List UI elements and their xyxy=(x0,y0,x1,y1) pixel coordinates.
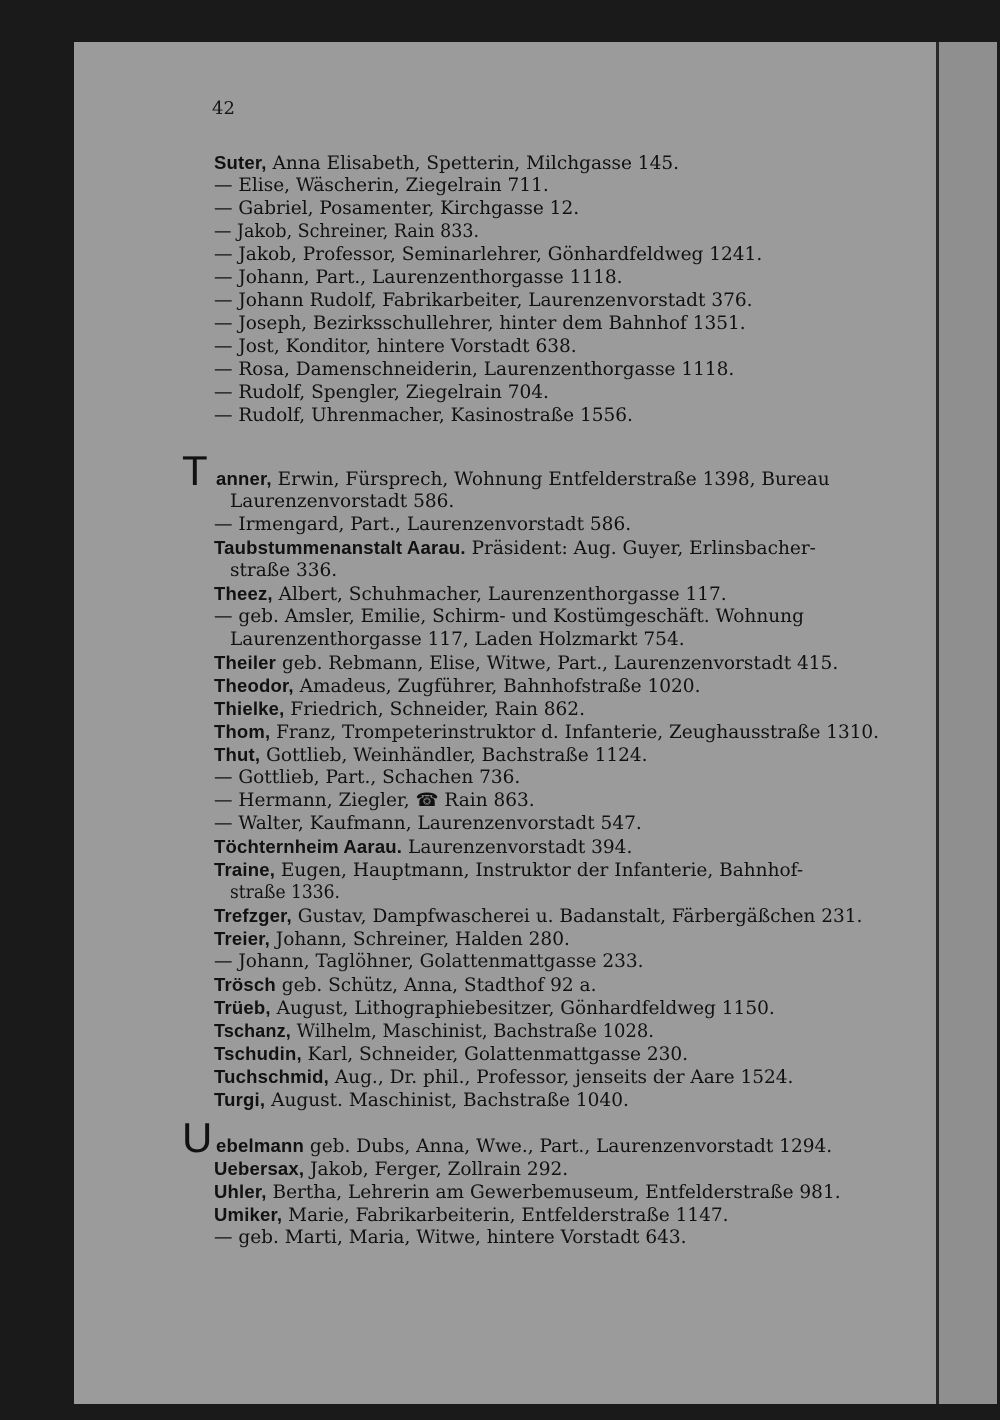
entry-details: Johann, Schreiner, Halden 280. xyxy=(269,929,570,950)
entry-name: Theez, xyxy=(214,583,273,604)
entry-name: Thom, xyxy=(214,721,271,742)
entry-details: — Gabriel, Posamenter, Kirchgasse 12. xyxy=(214,198,580,219)
entry-details: Gustav, Dampfwascherei u. Badanstalt, Färbergäßchen 231. xyxy=(291,906,863,927)
line-text xyxy=(230,491,454,512)
line-text xyxy=(214,405,633,426)
entry-details: Jakob, Ferger, Zollrain 292. xyxy=(304,1159,569,1180)
entry-details: Friedrich, Schneider, Rain 862. xyxy=(284,699,585,720)
entry-details: August, Lithographiebesitzer, Gönhardfeldweg 1150. xyxy=(270,998,775,1019)
entry-details: geb. Schütz, Anna, Stadthof 92 a. xyxy=(275,975,597,996)
entry-name: Uebersax, xyxy=(214,1158,305,1179)
directory-line xyxy=(214,698,585,721)
entry-name: ebelmann xyxy=(216,1135,304,1156)
entry-details: Anna Elisabeth, Spetterin, Milchgasse 145. xyxy=(266,153,680,174)
line-text xyxy=(216,1136,832,1157)
directory-line xyxy=(214,336,577,358)
entry-name: Turgi, xyxy=(214,1089,266,1110)
line-text xyxy=(214,676,700,697)
line-text xyxy=(214,584,727,605)
entry-details: — Hermann, Ziegler, ☎ Rain 863. xyxy=(214,790,535,811)
entry-details: Erwin, Fürsprech, Wohnung Entfelderstraße 1398, Bureau xyxy=(271,469,830,490)
line-text xyxy=(214,790,535,811)
entry-details: Amadeus, Zugführer, Bahnhofstraße 1020. xyxy=(293,676,701,697)
line-text xyxy=(214,1227,687,1248)
directory-line xyxy=(230,560,337,582)
directory-line xyxy=(230,882,340,904)
directory-line xyxy=(214,836,632,859)
entry-details: — Elise, Wäscherin, Ziegelrain 711. xyxy=(214,175,549,196)
directory-line xyxy=(214,267,623,289)
entry-details: — Johann, Taglöhner, Golattenmattgasse 233. xyxy=(214,951,644,972)
directory-line xyxy=(214,606,804,628)
directory-line xyxy=(214,583,727,606)
directory-line xyxy=(214,514,631,536)
drop-initial: U xyxy=(182,1114,213,1161)
entry-name: Umiker, xyxy=(214,1204,283,1225)
directory-line xyxy=(214,997,775,1020)
entry-name: Theiler xyxy=(214,652,277,673)
entry-details: — Jakob, Schreiner, Rain 833. xyxy=(214,221,479,242)
line-text xyxy=(214,813,642,834)
entry-details: — Johann, Part., Laurenzenthorgasse 1118. xyxy=(214,267,623,288)
directory-line xyxy=(214,652,838,675)
entry-name: Töchternheim Aarau. xyxy=(214,836,403,857)
line-text xyxy=(214,1182,841,1203)
line-text xyxy=(214,906,862,927)
directory-line xyxy=(214,537,816,560)
line-text xyxy=(214,745,648,766)
directory-line xyxy=(214,1204,729,1227)
line-text xyxy=(214,1021,654,1042)
entry-details: August. Maschinist, Bachstraße 1040. xyxy=(265,1090,629,1111)
entry-name: Taubstummenanstalt Aarau. xyxy=(214,537,466,558)
entry-details: Bertha, Lehrerin am Gewerbemuseum, Entfelderstraße 981. xyxy=(266,1182,841,1203)
entry-name: Treier, xyxy=(214,928,270,949)
entry-details: Eugen, Hauptmann, Instruktor der Infanterie, Bahnhof- xyxy=(275,860,804,881)
line-text xyxy=(214,1044,688,1065)
directory-line xyxy=(182,1114,833,1161)
entry-name: Trüeb, xyxy=(214,997,271,1018)
directory-line xyxy=(214,382,549,404)
line-text xyxy=(214,221,479,242)
directory-line xyxy=(214,1227,687,1249)
entry-details: — Jakob, Professor, Seminarlehrer, Gönhardfeldweg 1241. xyxy=(214,244,763,265)
entry-details: — Rosa, Damenschneiderin, Laurenzenthorgasse 1118. xyxy=(214,359,735,380)
directory-line xyxy=(214,359,734,381)
entry-details: Präsident: Aug. Guyer, Erlinsbacher- xyxy=(465,538,816,559)
next-page-edge xyxy=(936,42,997,1404)
line-text xyxy=(214,837,632,858)
line-text xyxy=(214,860,803,881)
directory-line xyxy=(214,152,679,175)
entry-details: — Johann Rudolf, Fabrikarbeiter, Laurenzenvorstadt 376. xyxy=(214,290,753,311)
drop-initial: T xyxy=(182,447,208,494)
directory-line xyxy=(214,859,803,882)
directory-line xyxy=(214,790,535,812)
directory-line xyxy=(214,767,520,789)
entry-details: — Walter, Kaufmann, Laurenzenvorstadt 547. xyxy=(214,813,642,834)
entry-details: — Gottlieb, Part., Schachen 736. xyxy=(214,767,521,788)
directory-line xyxy=(214,313,746,335)
directory-line xyxy=(214,675,700,698)
entry-name: Thut, xyxy=(214,744,261,765)
line-text xyxy=(216,469,830,490)
line-text xyxy=(214,290,753,311)
directory-line xyxy=(214,721,879,744)
directory-line xyxy=(214,1043,688,1066)
entry-name: Thielke, xyxy=(214,698,285,719)
line-text xyxy=(214,382,549,403)
line-text xyxy=(214,998,775,1019)
entry-details: Gottlieb, Weinhändler, Bachstraße 1124. xyxy=(260,745,648,766)
entry-details: geb. Rebmann, Elise, Witwe, Part., Laurenzenvorstadt 415. xyxy=(276,653,839,674)
directory-line xyxy=(214,175,549,197)
directory-line xyxy=(230,629,685,651)
line-text xyxy=(214,1159,568,1180)
line-text xyxy=(214,1067,793,1088)
entry-details: Laurenzenvorstadt 586. xyxy=(230,491,455,512)
entry-name: Trefzger, xyxy=(214,905,292,926)
entry-details: — Rudolf, Uhrenmacher, Kasinostraße 1556. xyxy=(214,405,633,426)
entry-details: straße 336. xyxy=(230,560,338,581)
line-text xyxy=(214,767,520,788)
directory-line xyxy=(182,447,830,494)
entry-name: Tschanz, xyxy=(214,1020,291,1041)
entry-details: Franz, Trompeterinstruktor d. Infanterie, Zeughausstraße 1310. xyxy=(270,722,879,743)
entry-name: Trösch xyxy=(214,974,276,995)
directory-line xyxy=(214,905,862,928)
directory-line xyxy=(214,1181,841,1204)
directory-line xyxy=(230,491,454,513)
entry-details: Laurenzenvorstadt 394. xyxy=(402,837,633,858)
entry-details: — Jost, Konditor, hintere Vorstadt 638. xyxy=(214,336,577,357)
entry-details: — Joseph, Bezirksschullehrer, hinter dem Bahnhof 1351. xyxy=(214,313,746,334)
line-text xyxy=(214,267,623,288)
line-text xyxy=(214,951,644,972)
entry-details: Aug., Dr. phil., Professor, jenseits der Aare 1524. xyxy=(328,1067,794,1088)
line-text xyxy=(230,629,685,650)
line-text xyxy=(214,1205,729,1226)
directory-line xyxy=(214,1020,654,1043)
directory-line xyxy=(214,405,633,427)
line-text xyxy=(214,313,746,334)
directory-line xyxy=(214,951,644,973)
line-text xyxy=(214,198,579,219)
line-text xyxy=(214,244,762,265)
line-text xyxy=(214,538,816,559)
entry-name: Tschudin, xyxy=(214,1043,302,1064)
entry-details: — geb. Amsler, Emilie, Schirm- und Kostümgeschäft. Wohnung xyxy=(214,606,804,627)
directory-line xyxy=(214,290,753,312)
directory-line xyxy=(214,1066,793,1089)
directory-line xyxy=(214,1158,568,1181)
entry-details: straße 1336. xyxy=(230,882,340,903)
entry-details: — Irmengard, Part., Laurenzenvorstadt 586. xyxy=(214,514,632,535)
page-number: 42 xyxy=(212,98,235,119)
line-text xyxy=(214,175,549,196)
line-text xyxy=(230,882,340,903)
directory-line xyxy=(214,244,762,266)
line-text xyxy=(214,975,596,996)
entry-name: Uhler, xyxy=(214,1181,267,1202)
entry-name: Theodor, xyxy=(214,675,294,696)
directory-line xyxy=(214,221,479,243)
directory-line xyxy=(214,813,642,835)
line-text xyxy=(214,359,734,380)
directory-line xyxy=(214,198,579,220)
entry-details: Laurenzenthorgasse 117, Laden Holzmarkt 754. xyxy=(230,629,685,650)
line-text xyxy=(214,153,679,174)
line-text xyxy=(214,699,585,720)
entry-details: — geb. Marti, Maria, Witwe, hintere Vorstadt 643. xyxy=(214,1227,687,1248)
directory-line xyxy=(214,974,596,997)
line-text xyxy=(214,606,804,627)
directory-line xyxy=(214,744,648,767)
entry-name: anner, xyxy=(216,468,272,489)
entry-details: Marie, Fabrikarbeiterin, Entfelderstraße 1147. xyxy=(282,1205,729,1226)
line-text xyxy=(214,514,631,535)
line-text xyxy=(214,336,577,357)
entry-name: Suter, xyxy=(214,152,267,173)
line-text xyxy=(230,560,337,581)
entry-name: Tuchschmid, xyxy=(214,1066,329,1087)
line-text xyxy=(214,1090,629,1111)
line-text xyxy=(214,929,570,950)
line-text xyxy=(214,722,879,743)
entry-details: Wilhelm, Maschinist, Bachstraße 1028. xyxy=(290,1021,654,1042)
entry-name: Traine, xyxy=(214,859,276,880)
entry-details: geb. Dubs, Anna, Wwe., Part., Laurenzenvorstadt 1294. xyxy=(303,1136,833,1157)
directory-line xyxy=(214,928,570,951)
entry-details: — Rudolf, Spengler, Ziegelrain 704. xyxy=(214,382,549,403)
line-text xyxy=(214,653,838,674)
entry-details: Albert, Schuhmacher, Laurenzenthorgasse 117. xyxy=(272,584,727,605)
entry-details: Karl, Schneider, Golattenmattgasse 230. xyxy=(301,1044,689,1065)
directory-line xyxy=(214,1089,629,1112)
